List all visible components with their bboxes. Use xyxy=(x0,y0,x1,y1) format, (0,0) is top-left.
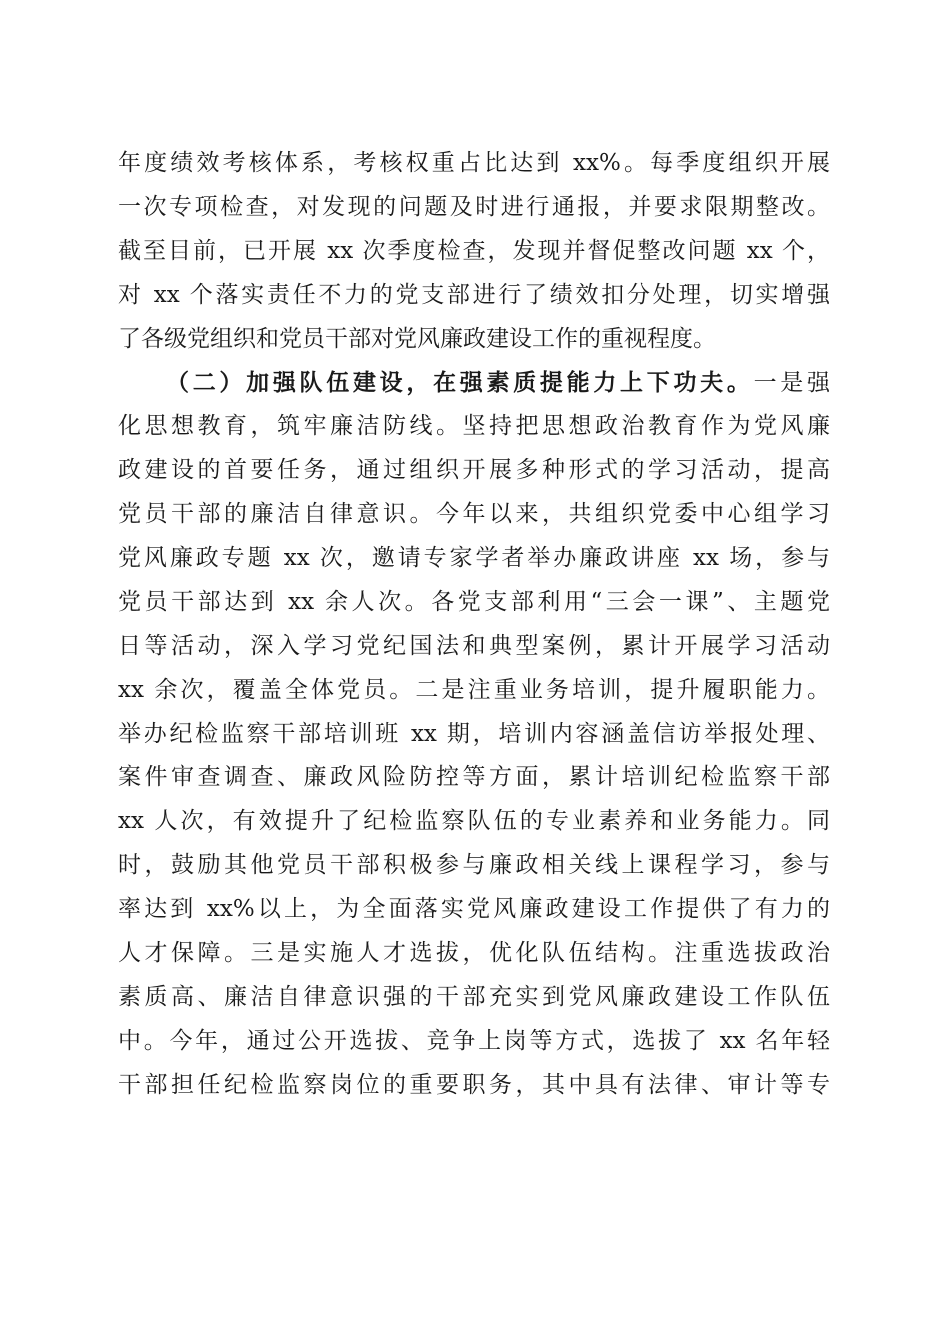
text-line: 人才保障。三是实施人才选拔，优化队伍结构。注重选拔政治 xyxy=(118,940,830,967)
text-line: 案件审查调查、廉政风险防控等方面，累计培训纪检监察干部 xyxy=(118,764,830,791)
text-line: 了各级党组织和党员干部对党风廉政建设工作的重视程度。 xyxy=(118,325,716,352)
text-line: 干部担任纪检监察岗位的重要职务，其中具有法律、审计等专 xyxy=(118,1071,830,1098)
text-line: 党风廉政专题 xx 次，邀请专家学者举办廉政讲座 xx 场，参与 xyxy=(118,545,830,572)
text-line: 年度绩效考核体系，考核权重占比达到 xx%。每季度组织开展 xyxy=(118,150,830,176)
text-line: xx 余次，覆盖全体党员。二是注重业务培训，提升履职能力。 xyxy=(118,676,830,703)
text-fragment: 一是强 xyxy=(753,370,830,397)
text-line: 中。今年，通过公开选拔、竞争上岗等方式，选拔了 xx 名年轻 xyxy=(118,1027,830,1054)
text-line: 率达到 xx%以上，为全面落实党风廉政建设工作提供了有力的 xyxy=(118,896,830,923)
section-heading: （二）加强队伍建设，在强素质提能力上下功夫。 xyxy=(166,369,754,397)
text-line: 举办纪检监察干部培训班 xx 期，培训内容涵盖信访举报处理、 xyxy=(118,720,830,747)
text-line: 党员干部达到 xx 余人次。各党支部利用“三会一课”、主题党 xyxy=(118,588,830,615)
text-line: 一次专项检查，对发现的问题及时进行通报，并要求限期整改。 xyxy=(118,193,830,220)
text-line: 政建设的首要任务，通过组织开展多种形式的学习活动，提高 xyxy=(118,457,830,484)
text-line: 素质高、廉洁自律意识强的干部充实到党风廉政建设工作队伍 xyxy=(118,983,830,1010)
text-line: 时，鼓励其他党员干部积极参与廉政相关线上课程学习，参与 xyxy=(118,852,830,879)
body-text xyxy=(118,142,830,1108)
text-line: xx 人次，有效提升了纪检监察队伍的专业素养和业务能力。同 xyxy=(118,808,830,835)
text-line: 党员干部的廉洁自律意识。今年以来，共组织党委中心组学习 xyxy=(118,501,830,528)
text-line: 化思想教育，筑牢廉洁防线。坚持把思想政治教育作为党风廉 xyxy=(118,413,830,440)
text-line: 对 xx 个落实责任不力的党支部进行了绩效扣分处理，切实增强 xyxy=(118,281,830,308)
text-line: 日等活动，深入学习党纪国法和典型案例，累计开展学习活动 xyxy=(118,632,830,659)
text-line: 截至目前，已开展 xx 次季度检查，发现并督促整改问题 xx 个， xyxy=(118,237,830,264)
section-heading-line xyxy=(118,361,830,405)
